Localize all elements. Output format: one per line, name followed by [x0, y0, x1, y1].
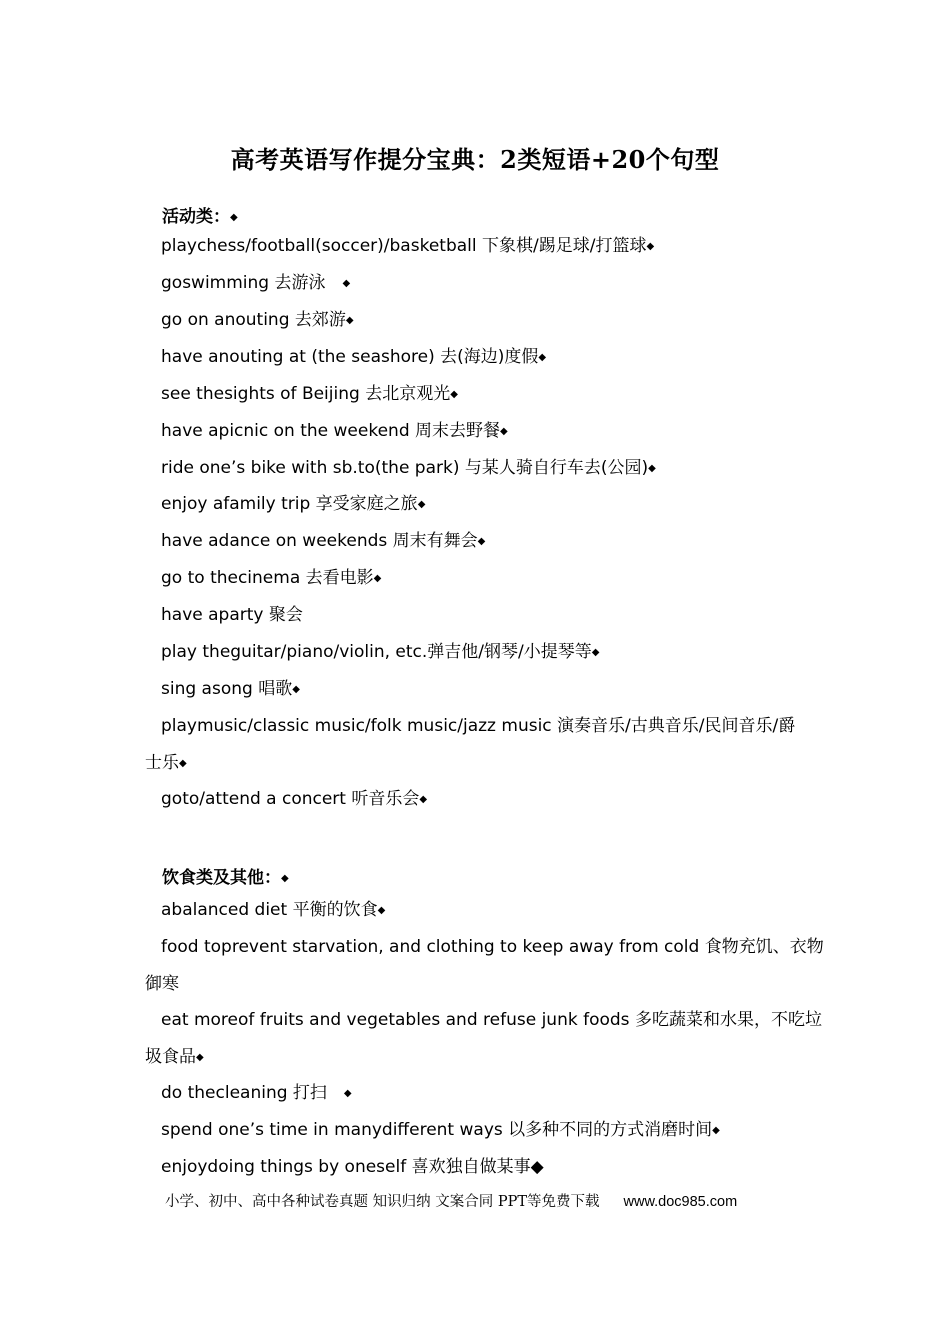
phrase-line: go on anouting 去郊游◆ — [161, 310, 354, 330]
phrase-line-continuation: 御寒 — [145, 974, 179, 994]
diamond-bullet-icon: ◆ — [343, 1088, 352, 1099]
diamond-bullet-icon: ◆ — [450, 389, 458, 400]
diamond-bullet-icon: ◆ — [712, 1125, 720, 1136]
phrase-line: have adance on weekends 周末有舞会◆ — [161, 531, 486, 551]
phrase-line: sing asong 唱歌◆ — [161, 679, 300, 699]
phrase-line: play theguitar/piano/violin, etc.弹吉他/钢琴/小提琴等◆ — [161, 642, 600, 662]
phrase-line: eat moreof fruits and vegetables and refuse junk foods 多吃蔬菜和水果，不吃垃 — [161, 1010, 822, 1030]
phrase-line: enjoydoing things by oneself 喜欢独自做某事◆ — [161, 1157, 544, 1177]
footer-url-link[interactable]: www.doc985.com — [623, 1194, 738, 1210]
phrase-line: food toprevent starvation, and clothing to keep away from cold 食物充饥、衣物 — [161, 937, 824, 957]
diamond-bullet-icon: ◆ — [377, 905, 386, 916]
diamond-bullet-icon: ◆ — [281, 873, 289, 884]
footer-text: 小学、初中、高中各种试卷真题 知识归纳 文案合同 PPT等免费下载 — [165, 1194, 600, 1210]
phrase-line: goswimming 去游泳 ◆ — [161, 273, 351, 293]
section-heading-food: 饮食类及其他：◆ — [162, 868, 289, 888]
diamond-bullet-icon: ◆ — [646, 241, 655, 252]
diamond-bullet-icon: ◆ — [500, 426, 508, 437]
phrase-line: have aparty 聚会 — [161, 605, 303, 625]
phrase-line: goto/attend a concert 听音乐会◆ — [161, 789, 428, 809]
phrase-line: do thecleaning 打扫 ◆ — [161, 1083, 352, 1103]
diamond-bullet-icon: ◆ — [179, 758, 187, 769]
diamond-bullet-icon: ◆ — [292, 684, 300, 695]
phrase-line: have apicnic on the weekend 周末去野餐◆ — [161, 421, 508, 441]
diamond-bullet-icon: ◆ — [648, 463, 656, 474]
diamond-bullet-icon: ◆ — [538, 352, 547, 363]
phrase-line: have anouting at (the seashore) 去(海边)度假◆ — [161, 347, 547, 367]
phrase-line: go to thecinema 去看电影◆ — [161, 568, 382, 588]
diamond-bullet-icon: ◆ — [477, 536, 486, 547]
document-title: 高考英语写作提分宝典：2类短语+20个句型 — [230, 145, 720, 174]
diamond-bullet-icon: ◆ — [530, 1157, 544, 1177]
phrase-line-continuation: 圾食品◆ — [145, 1047, 204, 1067]
diamond-bullet-icon: ◆ — [591, 647, 600, 658]
diamond-bullet-icon: ◆ — [342, 278, 351, 289]
diamond-bullet-icon: ◆ — [417, 499, 426, 510]
section-heading-activities: 活动类：◆ — [162, 207, 238, 227]
phrase-line: abalanced diet 平衡的饮食◆ — [161, 900, 386, 920]
phrase-line: ride one’s bike with sb.to(the park) 与某人骑自行车去(公园)◆ — [161, 458, 656, 478]
phrase-line: see thesights of Beijing 去北京观光◆ — [161, 384, 458, 404]
diamond-bullet-icon: ◆ — [373, 573, 382, 584]
diamond-bullet-icon: ◆ — [345, 315, 354, 326]
phrase-line-continuation: 士乐◆ — [145, 753, 187, 773]
diamond-bullet-icon: ◆ — [230, 212, 238, 223]
page-footer — [165, 1190, 737, 1211]
phrase-line: playchess/football(soccer)/basketball 下象棋/踢足球/打篮球◆ — [161, 236, 655, 256]
diamond-bullet-icon: ◆ — [196, 1052, 204, 1063]
phrase-line: spend one’s time in manydifferent ways 以多种不同的方式消磨时间◆ — [161, 1120, 720, 1140]
diamond-bullet-icon: ◆ — [419, 794, 428, 805]
phrase-line: enjoy afamily trip 享受家庭之旅◆ — [161, 494, 426, 514]
phrase-line: playmusic/classic music/folk music/jazz music 演奏音乐/古典音乐/民间音乐/爵 — [161, 716, 796, 736]
